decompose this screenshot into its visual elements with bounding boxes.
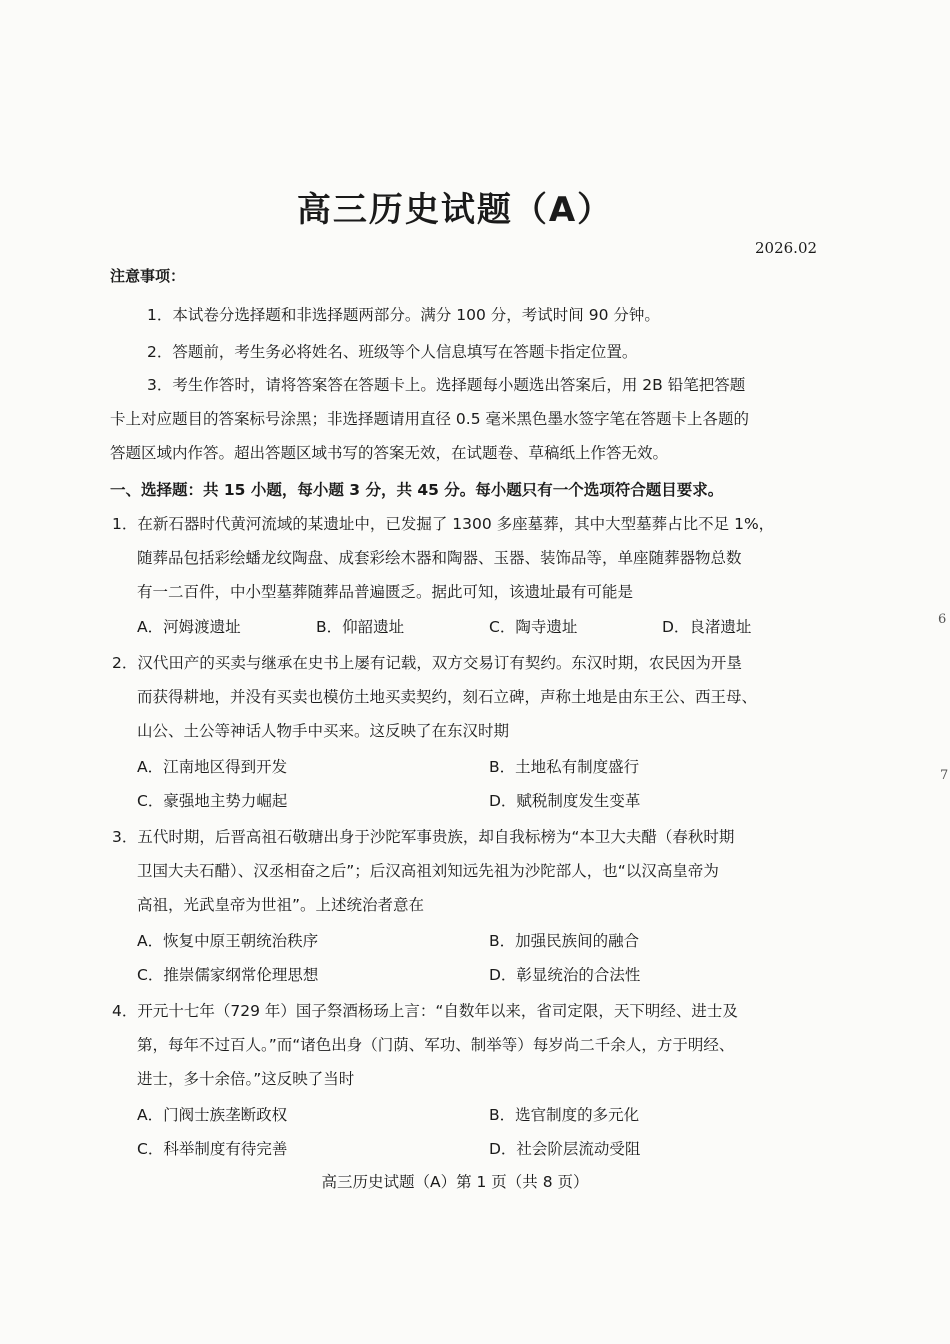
notice-item-1: 1．本试卷分选择题和非选择题两部分。满分 100 分，考试时间 90 分钟。 bbox=[147, 306, 660, 324]
question-1-line-3: 有一二百件，中小型墓葬随葬品普遍匮乏。据此可知，该遗址最有可能是 bbox=[137, 583, 634, 601]
question-3-option-d: D．彰显统治的合法性 bbox=[489, 966, 641, 984]
question-1-option-b: B．仰韶遗址 bbox=[316, 618, 405, 636]
page-footer: 高三历史试题（A）第 1 页（共 8 页） bbox=[321, 1173, 589, 1191]
question-2-line-3: 山公、土公等神话人物手中买来。这反映了在东汉时期 bbox=[137, 722, 510, 740]
section-1-heading: 一、选择题：共 15 小题，每小题 3 分，共 45 分。每小题只有一个选项符合题目要求。 bbox=[110, 481, 724, 499]
question-2-option-a: A．江南地区得到开发 bbox=[137, 758, 288, 776]
notice-item-3-line-1: 3．考生作答时，请将答案答在答题卡上。选择题每小题选出答案后，用 2B 铅笔把答题 bbox=[147, 376, 746, 394]
question-4-line-3: 进士，多十余倍。”这反映了当时 bbox=[137, 1070, 355, 1088]
question-3-option-b: B．加强民族间的融合 bbox=[489, 932, 640, 950]
question-2-option-b: B．土地私有制度盛行 bbox=[489, 758, 640, 776]
question-4-line-2: 第，每年不过百人。”而“诸色出身（门荫、军功、制举等）每岁尚二千余人，方于明经、 bbox=[137, 1036, 735, 1054]
question-2-option-d: D．赋税制度发生变革 bbox=[489, 792, 641, 810]
question-3-line-1: 3．五代时期，后晋高祖石敬瑭出身于沙陀军事贵族，却自我标榜为“本卫大夫醋（春秋时期 bbox=[112, 828, 735, 846]
edge-mark-2: 7 bbox=[940, 768, 949, 783]
question-4-option-c: C．科举制度有待完善 bbox=[137, 1140, 288, 1158]
question-2-option-c: C．豪强地主势力崛起 bbox=[137, 792, 288, 810]
question-4-option-d: D．社会阶层流动受阻 bbox=[489, 1140, 641, 1158]
notice-item-3-line-2: 卡上对应题目的答案标号涂黑；非选择题请用直径 0.5 毫米黑色墨水签字笔在答题卡上各题的 bbox=[110, 410, 750, 428]
question-2-line-1: 2．汉代田产的买卖与继承在史书上屡有记载，双方交易订有契约。东汉时期，农民因为开垦 bbox=[112, 654, 742, 672]
question-3-option-a: A．恢复中原王朝统治秩序 bbox=[137, 932, 319, 950]
question-4-line-1: 4．开元十七年（729 年）国子祭酒杨玚上言：“自数年以来，省司定限，天下明经、进士及 bbox=[112, 1002, 738, 1020]
page-title: 高三历史试题（A） bbox=[296, 190, 614, 230]
question-3-option-c: C．推崇儒家纲常伦理思想 bbox=[137, 966, 319, 984]
question-4-option-a: A．门阀士族垄断政权 bbox=[137, 1106, 288, 1124]
notice-item-3-line-3: 答题区域内作答。超出答题区域书写的答案无效，在试题卷、草稿纸上作答无效。 bbox=[110, 444, 669, 462]
question-1-option-a: A．河姆渡遗址 bbox=[137, 618, 241, 636]
exam-date: 2026.02 bbox=[755, 239, 818, 257]
question-2-line-2: 而获得耕地，并没有买卖也模仿土地买卖契约，刻石立碑，声称土地是由东王公、西王母、 bbox=[137, 688, 758, 706]
edge-mark-1: 6 bbox=[938, 612, 947, 627]
question-4-option-b: B．选官制度的多元化 bbox=[489, 1106, 640, 1124]
question-3-line-2: 卫国大夫石醋）、汉丞相奋之后”；后汉高祖刘知远先祖为沙陀部人，也“以汉高皇帝为 bbox=[137, 862, 719, 880]
question-1-option-c: C．陶寺遗址 bbox=[489, 618, 578, 636]
notice-heading: 注意事项： bbox=[110, 267, 186, 285]
question-1-line-1: 1．在新石器时代黄河流域的某遗址中，已发掘了 1300 多座墓葬，其中大型墓葬占比不足 1%， bbox=[112, 515, 775, 533]
notice-item-2: 2．答题前，考生务必将姓名、班级等个人信息填写在答题卡指定位置。 bbox=[147, 343, 638, 361]
question-1-line-2: 随葬品包括彩绘蟠龙纹陶盘、成套彩绘木器和陶器、玉器、装饰品等，单座随葬器物总数 bbox=[137, 549, 742, 567]
question-1-option-d: D．良渚遗址 bbox=[662, 618, 752, 636]
question-3-line-3: 高祖，光武皇帝为世祖”。上述统治者意在 bbox=[137, 896, 425, 914]
